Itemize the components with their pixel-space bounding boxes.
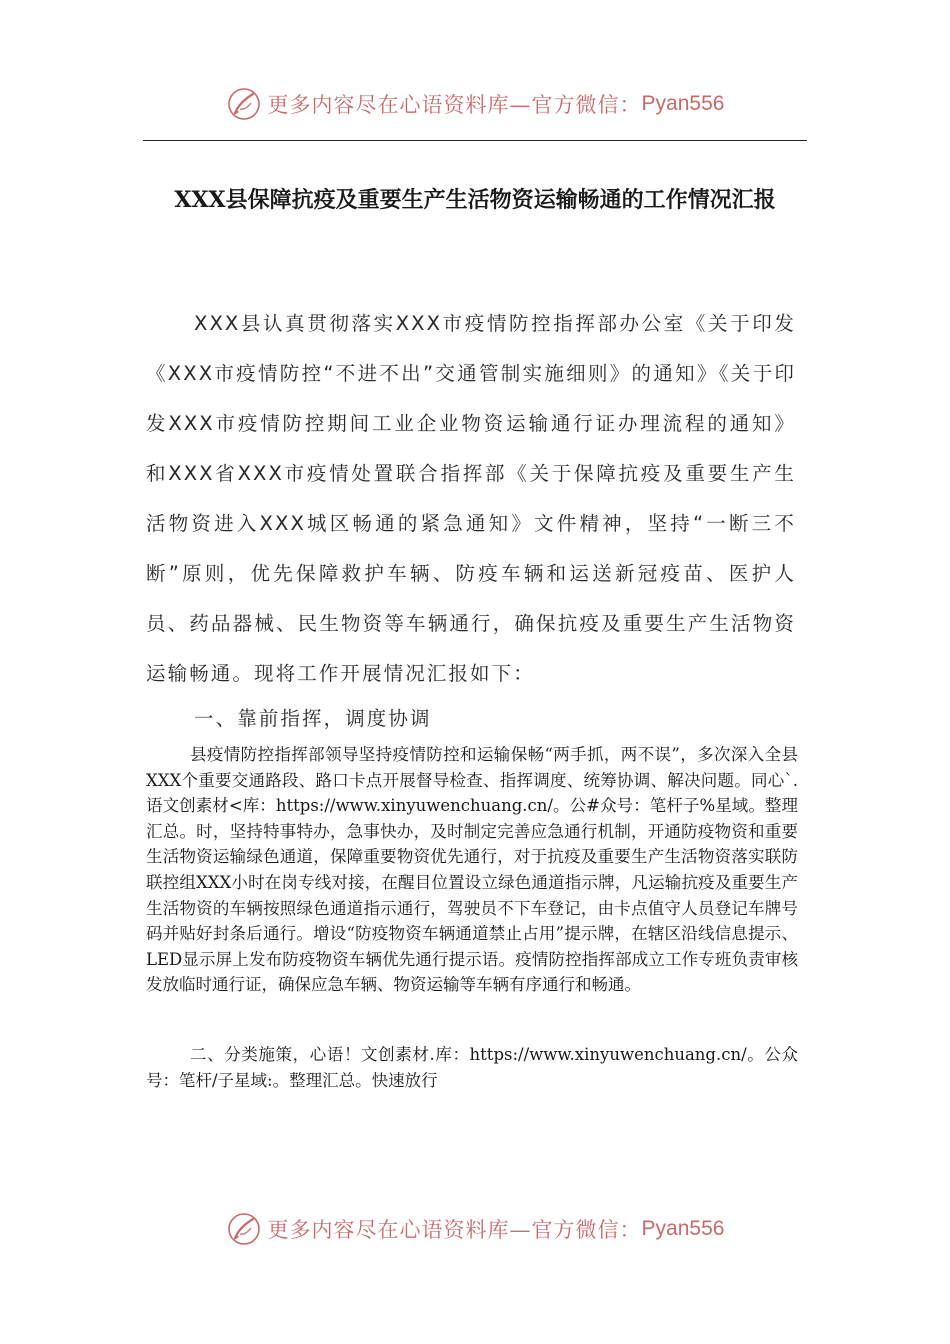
footer-banner-text: 更多内容尽在心语资料库—官方微信： xyxy=(267,1218,642,1242)
section-1-body: 县疫情防控指挥部领导坚持疫情防控和运输保畅“两手抓，两不误”，多次深入全县XXX个重要交通路段、路口卡点开展督导检查、指挥调度、统筹协调、解决问题。同心`.语文创素材<库：https://www.xinyuwenchuang.cn/。公#众号：笔杆子%星域。整理汇总。时，坚持特事特办，急事快办，及时制定完善应急通行机制，开通防疫物资和重要生活物资运输绿色通道，保障重要物资优先通行，对于抗疫及重要生产生活物资落实联防联控组XXX小时在岗专线对接，在醒目位置设立绿色通道指示牌，凡运输抗疫及重要生产生活物资的车辆按照绿色通道指示通行，驾驶员不下车登记，由卡点值守人员登记车牌号码并贴好封条后通行。增设“防疫物资车辆通道禁止占用”提示牌，在辖区沿线信息提示、LED显示屏上发布防疫物资车辆优先通行提示语。疫情防控指挥部成立工作专班负责审核发放临时通行证，确保应急车辆、物资运输等车辆有序通行和畅通。 xyxy=(146,745,798,995)
pen-logo-icon xyxy=(226,86,262,122)
header-divider xyxy=(143,140,807,141)
pen-logo-icon xyxy=(226,1211,262,1247)
footer-banner-id: Pyan556 xyxy=(641,1217,725,1240)
intro-paragraph: XXX县认真贯彻落实XXX市疫情防控指挥部办公室《关于印发《XXX市疫情防控“不进不出”交通管制实施细则》的通知》《关于印发XXX市疫情防控期间工业企业物资运输通行证办理流程的通知》和XXX省XXX市疫情处置联合指挥部《关于保障抗疫及重要生产生活物资进入XXX城区畅通的紧急通知》文件精神，坚持“一断三不断”原则，优先保障救护车辆、防疫车辆和运送新冠疫苗、医护人员、药品器械、民生物资等车辆通行，确保抗疫及重要生产生活物资运输畅通。现将工作开展情况汇报如下： xyxy=(146,312,796,685)
header-banner-text: 更多内容尽在心语资料库—官方微信： xyxy=(267,93,642,117)
section-1-heading: 一、靠前指挥，调度协调 xyxy=(194,707,432,730)
header-banner-id: Pyan556 xyxy=(641,92,725,115)
header-banner xyxy=(0,84,950,124)
section-2-heading: 二、分类施策，心语！文创素材.库：https://www.xinyuwenchuang.cn/。公众号：笔杆/子星域:。整理汇总。快速放行 xyxy=(146,1045,798,1090)
document-title: XXX县保障抗疫及重要生产生活物资运输畅通的工作情况汇报 xyxy=(174,187,776,213)
footer-banner xyxy=(0,1209,950,1249)
